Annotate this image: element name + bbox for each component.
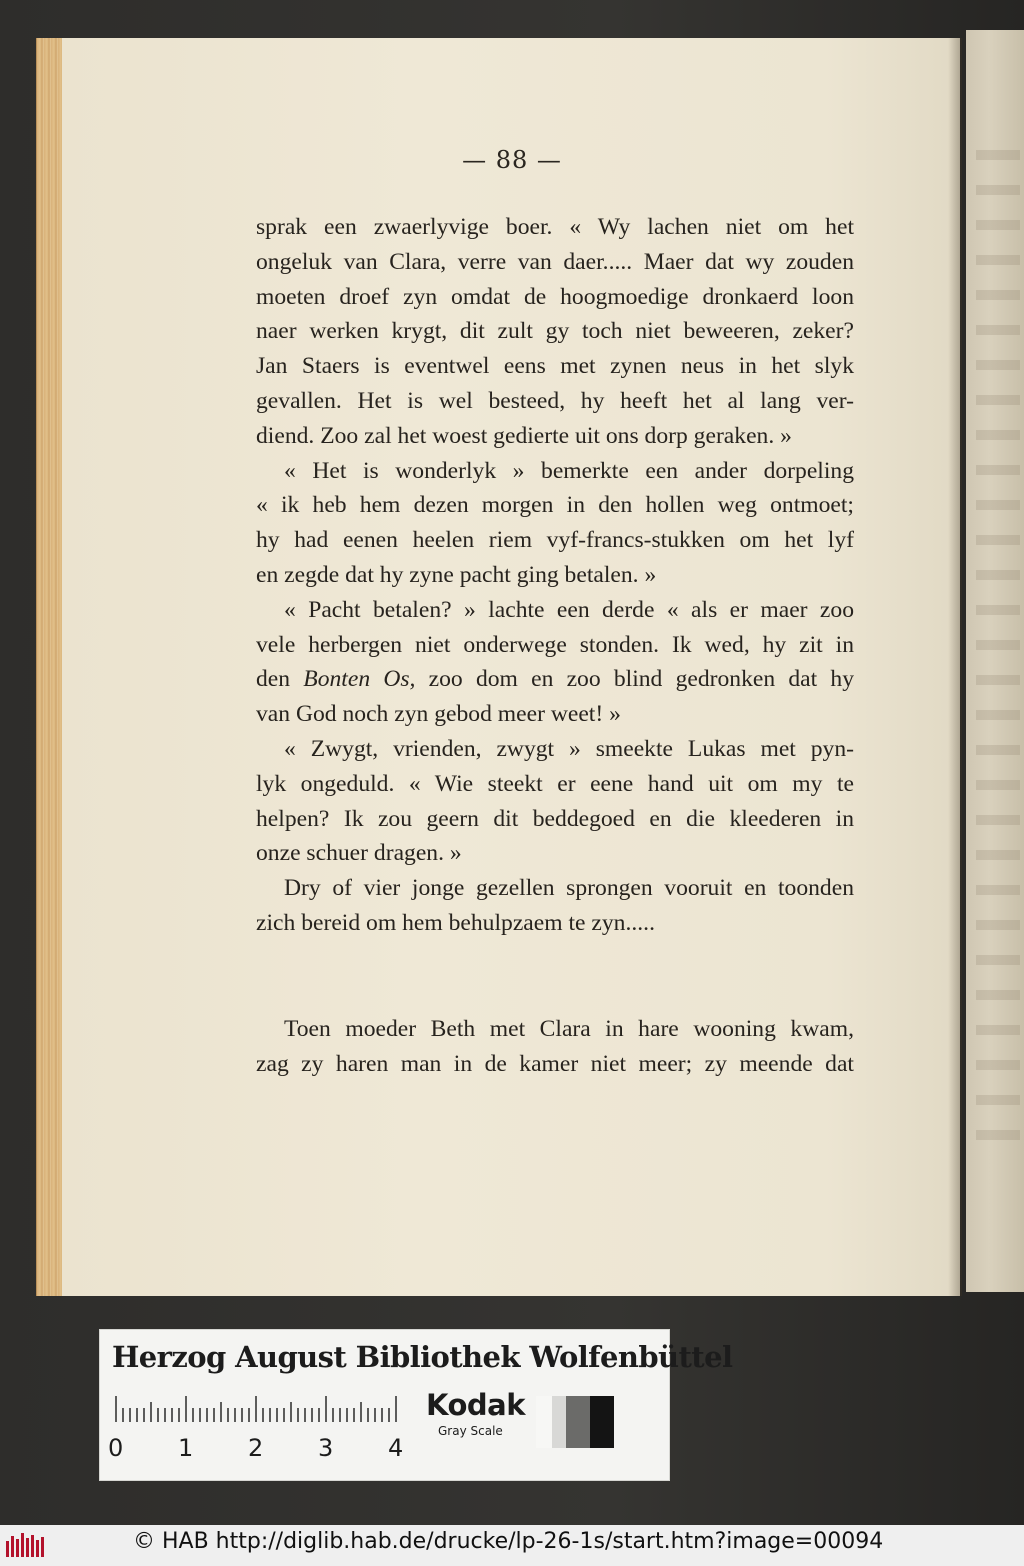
text-line: diend. Zoo zal het woest gedierte uit ons dorp geraken. » — [256, 422, 792, 449]
copyright-url: © HAB http://diglib.hab.de/drucke/lp-26-1s/start.htm?image=00094 — [133, 1529, 884, 1554]
text-line: naer werken krygt, dit zult gy toch niet beweeren, zeker? — [256, 318, 854, 345]
text-line: zag zy haren man in de kamer niet meer; zy meende dat — [256, 1050, 854, 1077]
text-line: Jan Staers is eventwel eens met zynen neus in het slyk — [256, 353, 854, 380]
gray-patch — [590, 1396, 614, 1448]
italic-inn-name: Bonten Os, — [303, 666, 416, 693]
text-line: « Het is wonderlyk » bemerkte een ander dorpeling — [284, 457, 854, 484]
text-line: zich bereid om hem behulpzaem te zyn..... — [256, 909, 655, 936]
text-line: vele herbergen niet onderwege stonden. Ik wed, hy zit in — [256, 631, 854, 658]
gray-patch — [552, 1396, 566, 1448]
text-line: helpen? Ik zou geern dit beddegoed en die kleederen in — [256, 805, 854, 832]
text-line: onze schuer dragen. » — [256, 840, 462, 867]
gray-patch — [566, 1396, 590, 1448]
text-line: gevallen. Het is wel besteed, hy heeft het al lang ver- — [256, 387, 854, 414]
next-page-bleed-through — [976, 150, 1020, 1150]
hab-logo-icon — [6, 1533, 46, 1557]
section-break — [256, 941, 854, 1012]
body-text — [256, 210, 854, 1081]
text-line: sprak een zwaerlyvige boer. « Wy lachen niet om het — [256, 214, 854, 240]
ruler-digit: 3 — [318, 1434, 334, 1462]
text-line: « ik heb hem dezen morgen in den hollen weg ontmoet; — [256, 492, 854, 519]
text-span: den — [256, 666, 304, 693]
ruler-digit: 1 — [178, 1434, 194, 1462]
color-chart-card — [100, 1330, 733, 1480]
gray-scale-patches — [536, 1396, 614, 1448]
kodak-brand: Kodak — [426, 1388, 525, 1422]
ruler-digit: 0 — [108, 1434, 124, 1462]
text-line: lyk ongeduld. « Wie steekt er eene hand uit om my te — [256, 770, 854, 797]
text-line: « Zwygt, vrienden, zwygt » smeekte Lukas met pyn- — [284, 735, 854, 762]
text-span: zoo dom en zoo blind gedronken dat hy — [415, 666, 854, 693]
text-line: ongeluk van Clara, verre van daer..... Maer dat wy zouden — [256, 248, 854, 275]
footer-bar — [0, 1525, 1024, 1566]
text-line: en zegde dat hy zyne pacht ging betalen. » — [256, 561, 657, 588]
text-line: Toen moeder Beth met Clara in hare wooning kwam, — [284, 1015, 854, 1042]
ruler-scale — [114, 1396, 404, 1422]
text-line: « Pacht betalen? » lachte een derde « als er maer zoo — [284, 596, 854, 623]
page-number: — 88 — — [462, 146, 562, 174]
ruler-digit: 2 — [248, 1434, 264, 1462]
text-line: hy had eenen heelen riem vyf-francs-stukken om het lyf — [256, 527, 854, 554]
gray-patch — [536, 1396, 552, 1448]
gray-scale-label: Gray Scale — [438, 1424, 503, 1438]
ruler-digit: 4 — [388, 1434, 404, 1462]
ruler-digits — [108, 1434, 408, 1464]
text-line: van God noch zyn gebod meer weet! » — [256, 701, 621, 728]
gutter-shadow — [948, 38, 962, 1296]
text-line: moeten droef zyn omdat de hoogmoedige dronkaerd loon — [256, 283, 854, 310]
text-line: Dry of vier jonge gezellen sprongen vooruit en toonden — [284, 875, 854, 902]
text-line — [256, 662, 854, 697]
library-name: Herzog August Bibliothek Wolfenbüttel — [112, 1340, 733, 1374]
